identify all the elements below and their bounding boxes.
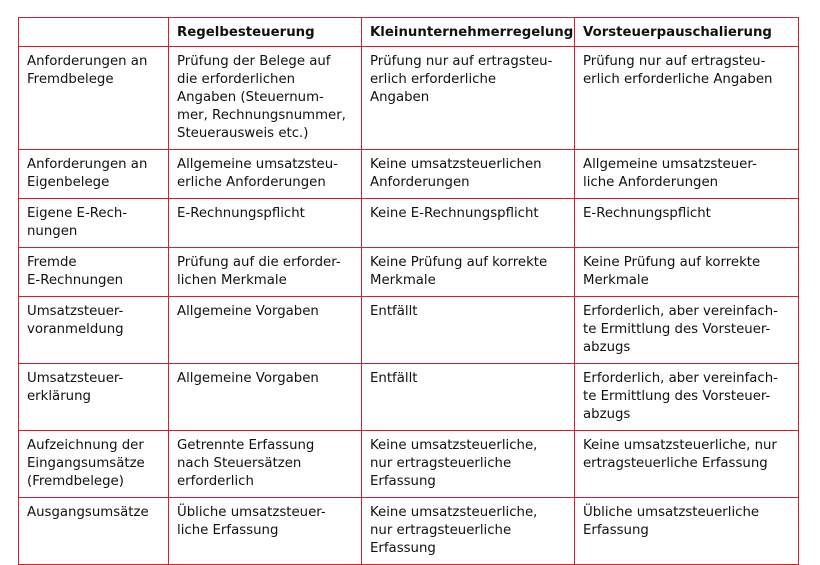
table-cell: Getrennte Erfassung nach Steuersätzen erforderlich bbox=[169, 431, 362, 498]
table-cell: Entfällt bbox=[362, 364, 575, 431]
table-cell: Entfällt bbox=[362, 297, 575, 364]
table-row bbox=[19, 498, 799, 565]
table-cell: Allgemeine Vorgaben bbox=[169, 364, 362, 431]
table-cell: Erforderlich, aber vereinfach- te Ermittlung des Vorsteuer- abzugs bbox=[575, 297, 799, 364]
table-row bbox=[19, 150, 799, 199]
row-label: Ausgangsumsätze bbox=[19, 498, 169, 565]
row-label: Umsatzsteuer- voranmeldung bbox=[19, 297, 169, 364]
header-kleinunternehmerregelung: Kleinunternehmerregelung bbox=[362, 18, 575, 47]
table-cell: Keine umsatzsteuerliche, nur ertragsteuerliche Erfassung bbox=[362, 498, 575, 565]
table-cell: E-Rechnungspflicht bbox=[575, 199, 799, 248]
table-cell: Keine umsatzsteuerlichen Anforderungen bbox=[362, 150, 575, 199]
table-row bbox=[19, 364, 799, 431]
row-label: Anforderungen an Fremdbelege bbox=[19, 47, 169, 150]
header-regelbesteuerung: Regelbesteuerung bbox=[169, 18, 362, 47]
row-label: Umsatzsteuer- erklärung bbox=[19, 364, 169, 431]
row-label: Aufzeichnung der Eingangsumsätze (Fremdbelege) bbox=[19, 431, 169, 498]
table-cell: Übliche umsatzsteuerliche Erfassung bbox=[575, 498, 799, 565]
table-row bbox=[19, 248, 799, 297]
table-cell: Keine umsatzsteuerliche, nur ertragsteuerliche Erfassung bbox=[362, 431, 575, 498]
table-cell: Keine E-Rechnungspflicht bbox=[362, 199, 575, 248]
table-cell: Prüfung der Belege auf die erforderlichen Angaben (Steuernum- mer, Rechnungsnummer, Steuerausweis etc.) bbox=[169, 47, 362, 150]
header-vorsteuerpauschalierung: Vorsteuerpauschalierung bbox=[575, 18, 799, 47]
header-row bbox=[19, 18, 799, 47]
table-cell: Prüfung auf die erforder- lichen Merkmale bbox=[169, 248, 362, 297]
table-row bbox=[19, 297, 799, 364]
table-row bbox=[19, 199, 799, 248]
header-corner-cell bbox=[19, 18, 169, 47]
table-cell: Allgemeine umsatzsteu- erliche Anforderungen bbox=[169, 150, 362, 199]
table-cell: Prüfung nur auf ertragsteu- erlich erforderliche Angaben bbox=[575, 47, 799, 150]
table-cell: E-Rechnungspflicht bbox=[169, 199, 362, 248]
row-label: Eigene E-Rech- nungen bbox=[19, 199, 169, 248]
table-cell: Allgemeine Vorgaben bbox=[169, 297, 362, 364]
table-cell: Übliche umsatzsteuer- liche Erfassung bbox=[169, 498, 362, 565]
table-cell: Erforderlich, aber vereinfach- te Ermittlung des Vorsteuer- abzugs bbox=[575, 364, 799, 431]
table-cell: Allgemeine umsatzsteuer- liche Anforderungen bbox=[575, 150, 799, 199]
row-label: Anforderungen an Eigenbelege bbox=[19, 150, 169, 199]
table-row bbox=[19, 47, 799, 150]
table-cell: Keine Prüfung auf korrekte Merkmale bbox=[575, 248, 799, 297]
comparison-table bbox=[18, 17, 799, 565]
table-row bbox=[19, 431, 799, 498]
row-label: Fremde E-Rechnungen bbox=[19, 248, 169, 297]
table-cell: Keine umsatzsteuerliche, nur ertragsteuerliche Erfassung bbox=[575, 431, 799, 498]
table-cell: Keine Prüfung auf korrekte Merkmale bbox=[362, 248, 575, 297]
table-cell: Prüfung nur auf ertragsteu- erlich erforderliche Angaben bbox=[362, 47, 575, 150]
